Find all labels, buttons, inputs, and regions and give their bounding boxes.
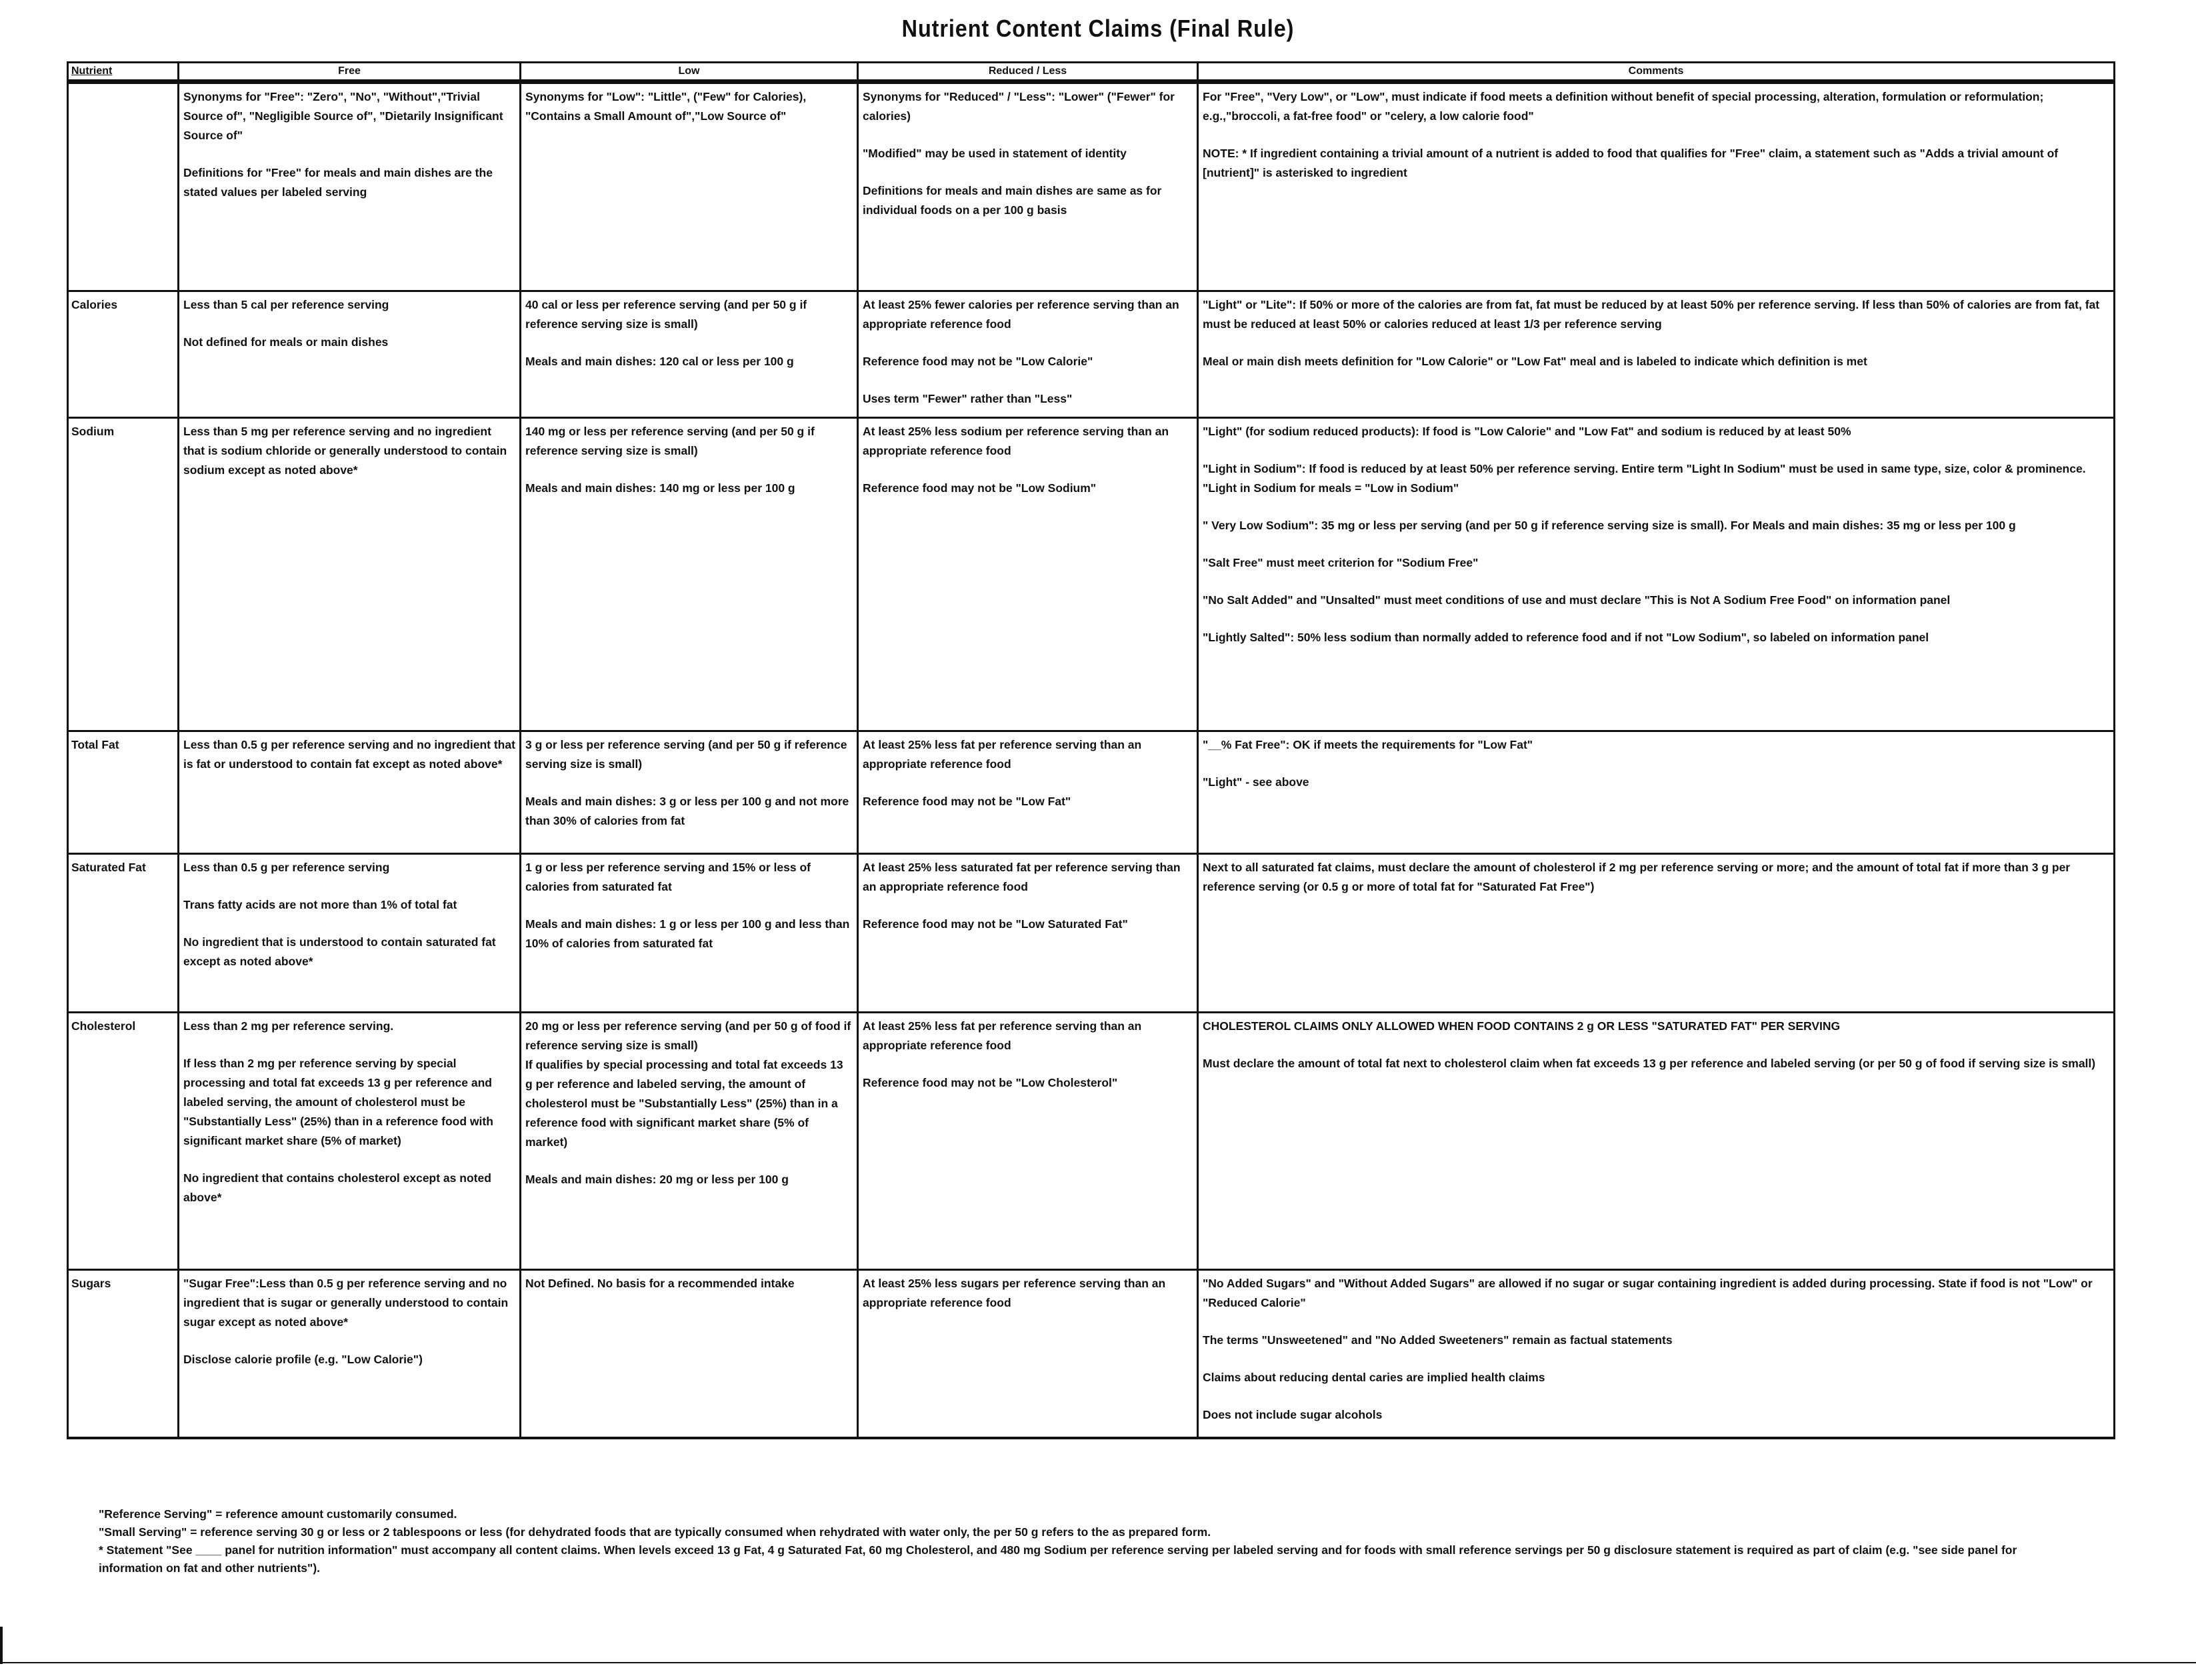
reduced-paragraph: Reference food may not be "Low Fat" bbox=[863, 795, 1071, 808]
comments-paragraph: "__% Fat Free": OK if meets the requirements for "Low Fat" bbox=[1203, 738, 1533, 751]
reduced-cell bbox=[858, 1270, 1198, 1438]
table-row bbox=[68, 1270, 2115, 1438]
free-cell bbox=[179, 731, 521, 854]
low-cell bbox=[521, 854, 858, 1013]
low-paragraph: 20 mg or less per reference serving (and per 50 g of food if reference serving size is small) If qualifies by special processing and total fat exceeds 13 g per reference and labeled serving, the amount of cholesterol must be "Substantially Less" (25%) than in a reference food with significant market share (5% of market) bbox=[525, 1019, 851, 1149]
comments-paragraph: For "Free", "Very Low", or "Low", must indicate if food meets a definition without benefit of special processing, alteration, formulation or reformulation; e.g.,"broccoli, a fat-free food" or "celery, a low calorie food" bbox=[1203, 90, 2044, 123]
nutrient-name-cell: Calories bbox=[68, 291, 179, 418]
low-paragraph: 1 g or less per reference serving and 15% or less of calories from saturated fat bbox=[525, 861, 811, 893]
table-row bbox=[68, 731, 2115, 854]
reduced-paragraph: Reference food may not be "Low Calorie" bbox=[863, 355, 1093, 368]
free-paragraph: If less than 2 mg per reference serving by special processing and total fat exceeds 13 g per reference and labeled serving, the amount of cholesterol must be "Substantially Less" (25%) than in a reference food with significant market share (5% of market) bbox=[183, 1057, 493, 1147]
free-paragraph: Disclose calorie profile (e.g. "Low Calorie") bbox=[183, 1353, 423, 1366]
comments-paragraph: "Light in Sodium": If food is reduced by at least 50% per reference serving. Entire term "Light In Sodium" must be used in same type, size, color & prominence. "Light in Sodium for meals = "Low in Sodium" bbox=[1203, 462, 2086, 495]
comments-paragraph: The terms "Unsweetened" and "No Added Sweeteners" remain as factual statements bbox=[1203, 1333, 1673, 1347]
comments-paragraph: "Light" or "Lite": If 50% or more of the calories are from fat, fat must be reduced by at least 50% per reference serving. If less than 50% of calories are from fat, fat must be reduced at least 50% or calories reduced at least 1/3 per reference serving bbox=[1203, 298, 2100, 331]
free-paragraph: No ingredient that contains cholesterol except as noted above* bbox=[183, 1171, 491, 1204]
free-paragraph: Less than 5 cal per reference serving bbox=[183, 298, 389, 311]
free-cell bbox=[179, 418, 521, 731]
low-cell bbox=[521, 82, 858, 291]
comments-cell bbox=[1198, 1013, 2115, 1270]
low-paragraph: Not Defined. No basis for a recommended intake bbox=[525, 1277, 795, 1290]
low-paragraph: Meals and main dishes: 20 mg or less per 100 g bbox=[525, 1173, 789, 1186]
comments-cell bbox=[1198, 1270, 2115, 1438]
reduced-paragraph: At least 25% less sugars per reference serving than an appropriate reference food bbox=[863, 1277, 1166, 1309]
table-row bbox=[68, 1013, 2115, 1270]
reduced-paragraph: At least 25% less fat per reference serving than an appropriate reference food bbox=[863, 738, 1142, 771]
low-paragraph: Meals and main dishes: 1 g or less per 100 g and less than 10% of calories from saturated fat bbox=[525, 917, 850, 950]
low-cell bbox=[521, 418, 858, 731]
nutrient-name-cell bbox=[68, 82, 179, 291]
reduced-paragraph: "Modified" may be used in statement of identity bbox=[863, 147, 1127, 160]
low-paragraph: Meals and main dishes: 140 mg or less per 100 g bbox=[525, 481, 795, 495]
nutrient-name-cell: Saturated Fat bbox=[68, 854, 179, 1013]
low-paragraph: Synonyms for "Low": "Little", ("Few" for Calories), "Contains a Small Amount of","Low Source of" bbox=[525, 90, 807, 123]
free-cell bbox=[179, 854, 521, 1013]
comments-paragraph: Must declare the amount of total fat next to cholesterol claim when fat exceeds 13 g per reference and labeled serving (or per 50 g of food if serving size is small) bbox=[1203, 1057, 2096, 1070]
free-cell bbox=[179, 1013, 521, 1270]
column-header-comments: Comments bbox=[1198, 63, 2115, 82]
footnote-reference-serving: "Reference Serving" = reference amount customarily consumed. bbox=[99, 1507, 457, 1521]
column-header-free: Free bbox=[179, 63, 521, 82]
comments-cell bbox=[1198, 418, 2115, 731]
table-row bbox=[68, 854, 2115, 1013]
table-row bbox=[68, 291, 2115, 418]
table-body bbox=[68, 82, 2115, 1438]
free-paragraph: Less than 5 mg per reference serving and no ingredient that is sodium chloride or generally understood to contain sodium except as noted above* bbox=[183, 425, 507, 477]
comments-cell bbox=[1198, 82, 2115, 291]
reduced-paragraph: At least 25% less saturated fat per reference serving than an appropriate reference food bbox=[863, 861, 1181, 893]
reduced-paragraph: At least 25% less fat per reference serving than an appropriate reference food bbox=[863, 1019, 1142, 1052]
reduced-paragraph: Uses term "Fewer" rather than "Less" bbox=[863, 392, 1073, 405]
comments-cell bbox=[1198, 291, 2115, 418]
comments-paragraph: "Light" - see above bbox=[1203, 775, 1309, 789]
footnote-statement: * Statement "See ____ panel for nutrition information" must accompany all content claims. When levels exceed 13 g Fat, 4 g Saturated Fat, 60 mg Cholesterol, and 480 mg Sodium per reference serving per labeled serving and for foods with small reference servings per 50 g disclosure statement is required as part of claim (e.g. "see side panel for information on fat and other nutrients"). bbox=[99, 1543, 2017, 1575]
nutrient-name-cell: Cholesterol bbox=[68, 1013, 179, 1270]
free-paragraph: Definitions for "Free" for meals and main dishes are the stated values per labeled serving bbox=[183, 166, 493, 199]
low-cell bbox=[521, 1270, 858, 1438]
reduced-paragraph: Reference food may not be "Low Saturated Fat" bbox=[863, 917, 1128, 931]
low-cell bbox=[521, 731, 858, 854]
scan-rule-bottom bbox=[0, 1662, 2196, 1663]
column-header-nutrient: Nutrient bbox=[68, 63, 179, 82]
reduced-paragraph: At least 25% fewer calories per reference serving than an appropriate reference food bbox=[863, 298, 1179, 331]
footnote-small-serving: "Small Serving" = reference serving 30 g or less or 2 tablespoons or less (for dehydrated foods that are typically consumed when rehydrated with water only, the per 50 g refers to the as prepared form. bbox=[99, 1525, 1211, 1539]
low-paragraph: Meals and main dishes: 120 cal or less per 100 g bbox=[525, 355, 794, 368]
nutrient-name-cell: Sodium bbox=[68, 418, 179, 731]
low-cell bbox=[521, 291, 858, 418]
comments-paragraph: "No Added Sugars" and "Without Added Sugars" are allowed if no sugar or sugar containing ingredient is added during processing. State if food is not "Low" or "Reduced Calorie" bbox=[1203, 1277, 2093, 1309]
column-header-reduced-less: Reduced / Less bbox=[858, 63, 1198, 82]
free-cell bbox=[179, 82, 521, 291]
comments-paragraph: Does not include sugar alcohols bbox=[1203, 1408, 1383, 1421]
reduced-cell bbox=[858, 854, 1198, 1013]
comments-paragraph: "Lightly Salted": 50% less sodium than normally added to reference food and if not "Low Sodium", so labeled on information panel bbox=[1203, 631, 1929, 644]
reduced-paragraph: Synonyms for "Reduced" / "Less": "Lower" ("Fewer" for calories) bbox=[863, 90, 1175, 123]
nutrient-name-cell: Total Fat bbox=[68, 731, 179, 854]
comments-paragraph: "No Salt Added" and "Unsalted" must meet conditions of use and must declare "This is Not A Sodium Free Food" on information panel bbox=[1203, 593, 1951, 607]
free-cell bbox=[179, 291, 521, 418]
column-header-low: Low bbox=[521, 63, 858, 82]
scan-edge-mark bbox=[0, 1627, 3, 1664]
comments-paragraph: " Very Low Sodium": 35 mg or less per serving (and per 50 g if reference serving size is small). For Meals and main dishes: 35 mg or less per 100 g bbox=[1203, 519, 2016, 532]
free-paragraph: No ingredient that is understood to contain saturated fat except as noted above* bbox=[183, 935, 496, 968]
reduced-paragraph: Reference food may not be "Low Sodium" bbox=[863, 481, 1097, 495]
free-paragraph: Synonyms for "Free": "Zero", "No", "Without","Trivial Source of", "Negligible Source of", "Dietarily Insignificant Source of" bbox=[183, 90, 503, 142]
reduced-cell bbox=[858, 1013, 1198, 1270]
comments-paragraph: Claims about reducing dental caries are implied health claims bbox=[1203, 1371, 1545, 1384]
table-header-row bbox=[68, 63, 2115, 82]
footnotes bbox=[99, 1505, 2045, 1577]
free-paragraph: Less than 2 mg per reference serving. bbox=[183, 1019, 394, 1033]
comments-cell bbox=[1198, 854, 2115, 1013]
free-cell bbox=[179, 1270, 521, 1438]
nutrient-claims-table bbox=[67, 61, 2115, 1439]
table-row bbox=[68, 418, 2115, 731]
reduced-cell bbox=[858, 731, 1198, 854]
low-paragraph: Meals and main dishes: 3 g or less per 100 g and not more than 30% of calories from fat bbox=[525, 795, 849, 827]
reduced-paragraph: Reference food may not be "Low Cholesterol" bbox=[863, 1076, 1118, 1089]
comments-paragraph: "Light" (for sodium reduced products): If food is "Low Calorie" and "Low Fat" and sodium is reduced by at least 50% bbox=[1203, 425, 1851, 438]
free-paragraph: "Sugar Free":Less than 0.5 g per reference serving and no ingredient that is sugar or generally understood to contain sugar except as noted above* bbox=[183, 1277, 509, 1329]
low-paragraph: 40 cal or less per reference serving (and per 50 g if reference serving size is small) bbox=[525, 298, 807, 331]
nutrient-name-cell: Sugars bbox=[68, 1270, 179, 1438]
comments-paragraph: Meal or main dish meets definition for "Low Calorie" or "Low Fat" meal and is labeled to indicate which definition is met bbox=[1203, 355, 1867, 368]
comments-paragraph: "Salt Free" must meet criterion for "Sodium Free" bbox=[1203, 556, 1479, 569]
reduced-cell bbox=[858, 291, 1198, 418]
reduced-cell bbox=[858, 418, 1198, 731]
reduced-paragraph: Definitions for meals and main dishes are same as for individual foods on a per 100 g basis bbox=[863, 184, 1162, 217]
free-paragraph: Less than 0.5 g per reference serving and no ingredient that is fat or understood to contain fat except as noted above* bbox=[183, 738, 515, 771]
comments-paragraph: Next to all saturated fat claims, must declare the amount of cholesterol if 2 mg per reference serving or more; and the amount of total fat if more than 3 g per reference serving (or 0.5 g or more of total fat for "Saturated Fat Free") bbox=[1203, 861, 2071, 893]
free-paragraph: Less than 0.5 g per reference serving bbox=[183, 861, 390, 874]
free-paragraph: Not defined for meals or main dishes bbox=[183, 335, 389, 349]
low-paragraph: 140 mg or less per reference serving (and per 50 g if reference serving size is small) bbox=[525, 425, 815, 457]
comments-paragraph: NOTE: * If ingredient containing a trivial amount of a nutrient is added to food that qualifies for "Free" claim, a statement such as "Adds a trivial amount of [nutrient]" is asterisked to ingredient bbox=[1203, 147, 2059, 179]
low-paragraph: 3 g or less per reference serving (and per 50 g if reference serving size is small) bbox=[525, 738, 847, 771]
page-title: Nutrient Content Claims (Final Rule) bbox=[901, 15, 1295, 42]
comments-paragraph: CHOLESTEROL CLAIMS ONLY ALLOWED WHEN FOOD CONTAINS 2 g OR LESS "SATURATED FAT" PER SERVING bbox=[1203, 1019, 1841, 1033]
reduced-paragraph: At least 25% less sodium per reference serving than an appropriate reference food bbox=[863, 425, 1169, 457]
table-row bbox=[68, 82, 2115, 291]
reduced-cell bbox=[858, 82, 1198, 291]
comments-cell bbox=[1198, 731, 2115, 854]
low-cell bbox=[521, 1013, 858, 1270]
free-paragraph: Trans fatty acids are not more than 1% of total fat bbox=[183, 898, 457, 911]
